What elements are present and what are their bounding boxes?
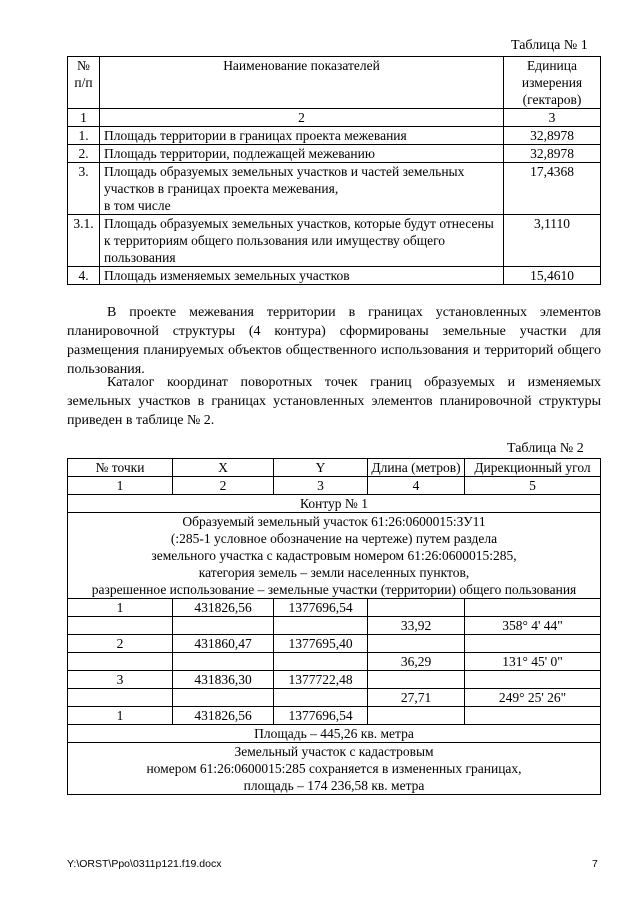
empty-cell xyxy=(465,707,601,725)
index-cell: 1 xyxy=(68,109,100,127)
empty-cell xyxy=(368,707,465,725)
table-row xyxy=(68,267,601,285)
point-row xyxy=(68,599,601,617)
row-name: Площадь образуемых земельных участков, которые будут отнесены к территориям общего пользования или имуществу общего пользования xyxy=(100,215,504,267)
contour-title: Контур № 1 xyxy=(68,495,601,513)
parcel-description xyxy=(68,513,601,599)
coordinates-table xyxy=(67,458,601,795)
row-name-line: в том числе xyxy=(104,198,171,213)
col-header-x: X xyxy=(173,459,274,477)
empty-cell xyxy=(465,635,601,653)
table-header-row xyxy=(68,459,601,477)
area-text: Площадь – 445,26 кв. метра xyxy=(68,725,601,743)
row-value: 17,4368 xyxy=(504,163,601,215)
point-y: 1377695,40 xyxy=(274,635,368,653)
row-name: Площадь территории в границах проекта межевания xyxy=(100,127,504,145)
row-value: 32,8978 xyxy=(504,145,601,163)
parcel-description-row xyxy=(68,513,601,599)
parcel-line: категория земель – земли населенных пунктов, xyxy=(198,565,470,580)
contour-row xyxy=(68,495,601,513)
col-header-name: Наименование показателей xyxy=(100,57,504,109)
segment-row xyxy=(68,617,601,635)
point-y: 1377696,54 xyxy=(274,599,368,617)
point-number: 1 xyxy=(68,599,173,617)
row-num: 4. xyxy=(68,267,100,285)
row-num: 3.1. xyxy=(68,215,100,267)
note-line: Земельный участок с кадастровым xyxy=(234,744,434,759)
row-num: 3. xyxy=(68,163,100,215)
area-row xyxy=(68,725,601,743)
point-row xyxy=(68,635,601,653)
point-y: 1377722,48 xyxy=(274,671,368,689)
index-row xyxy=(68,477,601,495)
empty-cell xyxy=(465,599,601,617)
index-cell: 4 xyxy=(368,477,465,495)
parcel-note xyxy=(68,743,601,795)
index-cell: 3 xyxy=(274,477,368,495)
segment-row xyxy=(68,689,601,707)
segment-row xyxy=(68,653,601,671)
segment-length: 33,92 xyxy=(368,617,465,635)
page-number: 7 xyxy=(592,858,598,870)
index-cell: 2 xyxy=(173,477,274,495)
point-x: 431826,56 xyxy=(173,599,274,617)
table-row xyxy=(68,145,601,163)
empty-cell xyxy=(173,653,274,671)
col-header-y: Y xyxy=(274,459,368,477)
paragraph-1: В проекте межевания территории в границах установленных элементов планировочной структуры (4 контура) сформированы земельные участки для размещения планируемых объектов общественного использования и территорий общего пользования. xyxy=(67,305,601,377)
index-cell: 1 xyxy=(68,477,173,495)
empty-cell xyxy=(68,653,173,671)
empty-cell xyxy=(274,617,368,635)
indicators-table xyxy=(67,56,601,285)
empty-cell xyxy=(274,653,368,671)
col-header-unit: Единица измерения (гектаров) xyxy=(504,57,601,109)
point-x: 431826,56 xyxy=(173,707,274,725)
row-name: Площадь территории, подлежащей межеванию xyxy=(100,145,504,163)
empty-cell xyxy=(274,689,368,707)
table-row xyxy=(68,163,601,215)
paragraph-2: Каталог координат поворотных точек границ образуемых и изменяемых земельных участков в границах установленных элементов планировочной структуры приведен в таблице № 2. xyxy=(67,375,601,428)
segment-length: 27,71 xyxy=(368,689,465,707)
segment-angle: 249° 25' 26" xyxy=(465,689,601,707)
note-row xyxy=(68,743,601,795)
row-value: 32,8978 xyxy=(504,127,601,145)
parcel-line: разрешенное использование – земельные участки (территории) общего пользования xyxy=(91,582,577,597)
index-cell: 3 xyxy=(504,109,601,127)
point-number: 3 xyxy=(68,671,173,689)
index-row xyxy=(68,109,601,127)
empty-cell xyxy=(465,671,601,689)
footer-file-path: Y:\ORST\Ppo\0311p121.f19.docx xyxy=(67,858,222,870)
segment-angle: 131° 45' 0" xyxy=(465,653,601,671)
col-header-point: № точки xyxy=(68,459,173,477)
row-num: 1. xyxy=(68,127,100,145)
note-line: площадь – 174 236,58 кв. метра xyxy=(243,778,425,793)
row-value: 15,4610 xyxy=(504,267,601,285)
point-number: 1 xyxy=(68,707,173,725)
empty-cell xyxy=(368,599,465,617)
point-x: 431836,30 xyxy=(173,671,274,689)
empty-cell xyxy=(173,617,274,635)
table-row xyxy=(68,215,601,267)
empty-cell xyxy=(368,671,465,689)
row-value: 3,1110 xyxy=(504,215,601,267)
point-row xyxy=(68,707,601,725)
col-header-num: № п/п xyxy=(68,57,100,109)
empty-cell xyxy=(368,635,465,653)
row-name-line: Площадь образуемых земельных участков и частей земельных участков в границах проекта межевания, xyxy=(104,164,465,196)
table-header-row xyxy=(68,57,601,109)
index-cell: 5 xyxy=(465,477,601,495)
row-name: Площадь изменяемых земельных участков xyxy=(100,267,504,285)
table1-caption: Таблица № 1 xyxy=(511,38,588,53)
empty-cell xyxy=(68,689,173,707)
parcel-line: Образуемый земельный участок 61:26:0600015:ЗУ11 xyxy=(182,514,486,529)
segment-length: 36,29 xyxy=(368,653,465,671)
point-row xyxy=(68,671,601,689)
row-name xyxy=(100,163,504,215)
table2-caption: Таблица № 2 xyxy=(507,441,584,456)
segment-angle: 358° 4' 44" xyxy=(465,617,601,635)
parcel-line: (:285-1 условное обозначение на чертеже) путем раздела xyxy=(170,531,498,546)
table-row xyxy=(68,127,601,145)
empty-cell xyxy=(68,617,173,635)
col-header-angle: Дирекционный угол xyxy=(465,459,601,477)
row-num: 2. xyxy=(68,145,100,163)
point-number: 2 xyxy=(68,635,173,653)
index-cell: 2 xyxy=(100,109,504,127)
note-line: номером 61:26:0600015:285 сохраняется в измененных границах, xyxy=(146,761,522,776)
point-y: 1377696,54 xyxy=(274,707,368,725)
parcel-line: земельного участка с кадастровым номером 61:26:0600015:285, xyxy=(151,548,517,563)
empty-cell xyxy=(173,689,274,707)
point-x: 431860,47 xyxy=(173,635,274,653)
col-header-length: Длина (метров) xyxy=(368,459,465,477)
